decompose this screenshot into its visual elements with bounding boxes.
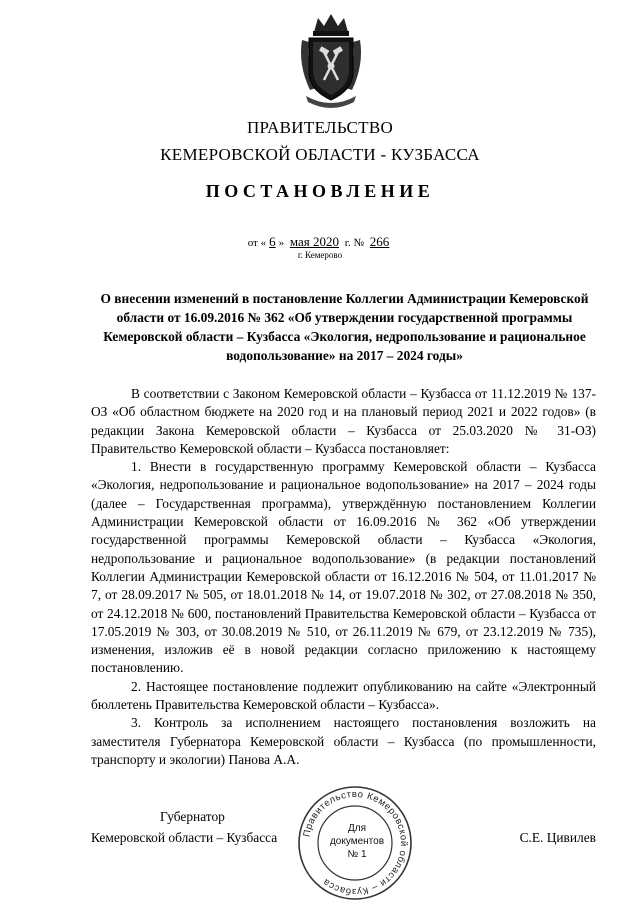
city: г. Кемерово <box>297 250 343 260</box>
government-name-line1: ПРАВИТЕЛЬСТВО <box>246 118 394 137</box>
number-sign: № <box>353 237 365 249</box>
document-body <box>91 385 596 769</box>
date-number-line <box>0 234 640 250</box>
signer-title: Губернатор <box>160 809 225 824</box>
stamp-center <box>322 822 392 861</box>
clause-2: 2. Настоящее постановление подлежит опубликованию на сайте «Электронный бюллетень Правительства Кемеровской области – Кузбасса». <box>91 678 596 713</box>
date-year-suffix: г. <box>344 237 351 249</box>
government-name-line2: КЕМЕРОВСКОЙ ОБЛАСТИ - КУЗБАССА <box>160 145 480 164</box>
stamp-line1: Для <box>347 823 367 834</box>
coat-of-arms-icon <box>296 10 366 108</box>
stamp-ring-text: Правительство Кемеровской области – Кузбасса <box>301 788 410 898</box>
document-title: О внесении изменений в постановление Коллегии Администрации Кемеровской области от 16.09.2016 № 362 «Об утверждении государственной программы Кемеровской области – Кузбасса «Экология, недропользование и рациональное водопользование» на 2017 – 2024 годы» <box>100 291 589 363</box>
date-quote-close: » <box>278 237 285 249</box>
date-prefix: от « <box>247 237 267 249</box>
signer-name: С.Е. Цивилев <box>519 830 596 845</box>
document-number: 266 <box>369 234 390 249</box>
document-type: ПОСТАНОВЛЕНИЕ <box>205 181 435 201</box>
date-day: 6 <box>269 234 276 249</box>
preamble-paragraph: В соответствии с Законом Кемеровской области – Кузбасса от 11.12.2019 № 137-ОЗ «Об областном бюджете на 2020 год и на плановый период 2021 и 2022 годов» (в редакции Закона Кемеровской области – Кузбасса от 25.03.2020 № 31-ОЗ) Правительство Кемеровской области – Кузбасса постановляет: <box>91 386 596 456</box>
clause-3: 3. Контроль за исполнением настоящего постановления возложить на заместителя Губернатора Кемеровской области – Кузбасса (по промышленности, транспорту и экологии) Панова А.А. <box>91 715 596 767</box>
date-month-year: мая 2020 <box>289 234 340 249</box>
clause-1: 1. Внести в государственную программу Кемеровской области – Кузбасса «Экология, недропользование и рациональное водопользование» на 2017 – 2024 годы (далее – Государственная программа), утверждённую постановлением Коллегии Администрации Кемеровской области от 16.09.2016 № 362 «Об утверждении государственной программы Кемеровской области – Кузбасса «Экология, недропользование и рациональное водопользование» (в редакции постановлений Коллегии Администрации Кемеровской области от 16.12.2016 № 504, от 11.01.2017 № 7, от 28.09.2017 № 505, от 18.01.2018 № 14, от 19.07.2018 № 302, от 27.08.2018 № 350, от 24.12.2018 № 600, постановлений Правительства Кемеровской области – Кузбасса от 17.05.2019 № 303, от 30.08.2019 № 510, от 26.11.2019 № 679, от 23.12.2019 № 735), изменения, изложив её в новой редакции согласно приложению к настоящему постановлению. <box>91 459 596 676</box>
signer-region: Кемеровской области – Кузбасса <box>91 830 278 845</box>
stamp-line2: документов <box>329 836 385 847</box>
stamp-line3: № 1 <box>347 849 367 860</box>
